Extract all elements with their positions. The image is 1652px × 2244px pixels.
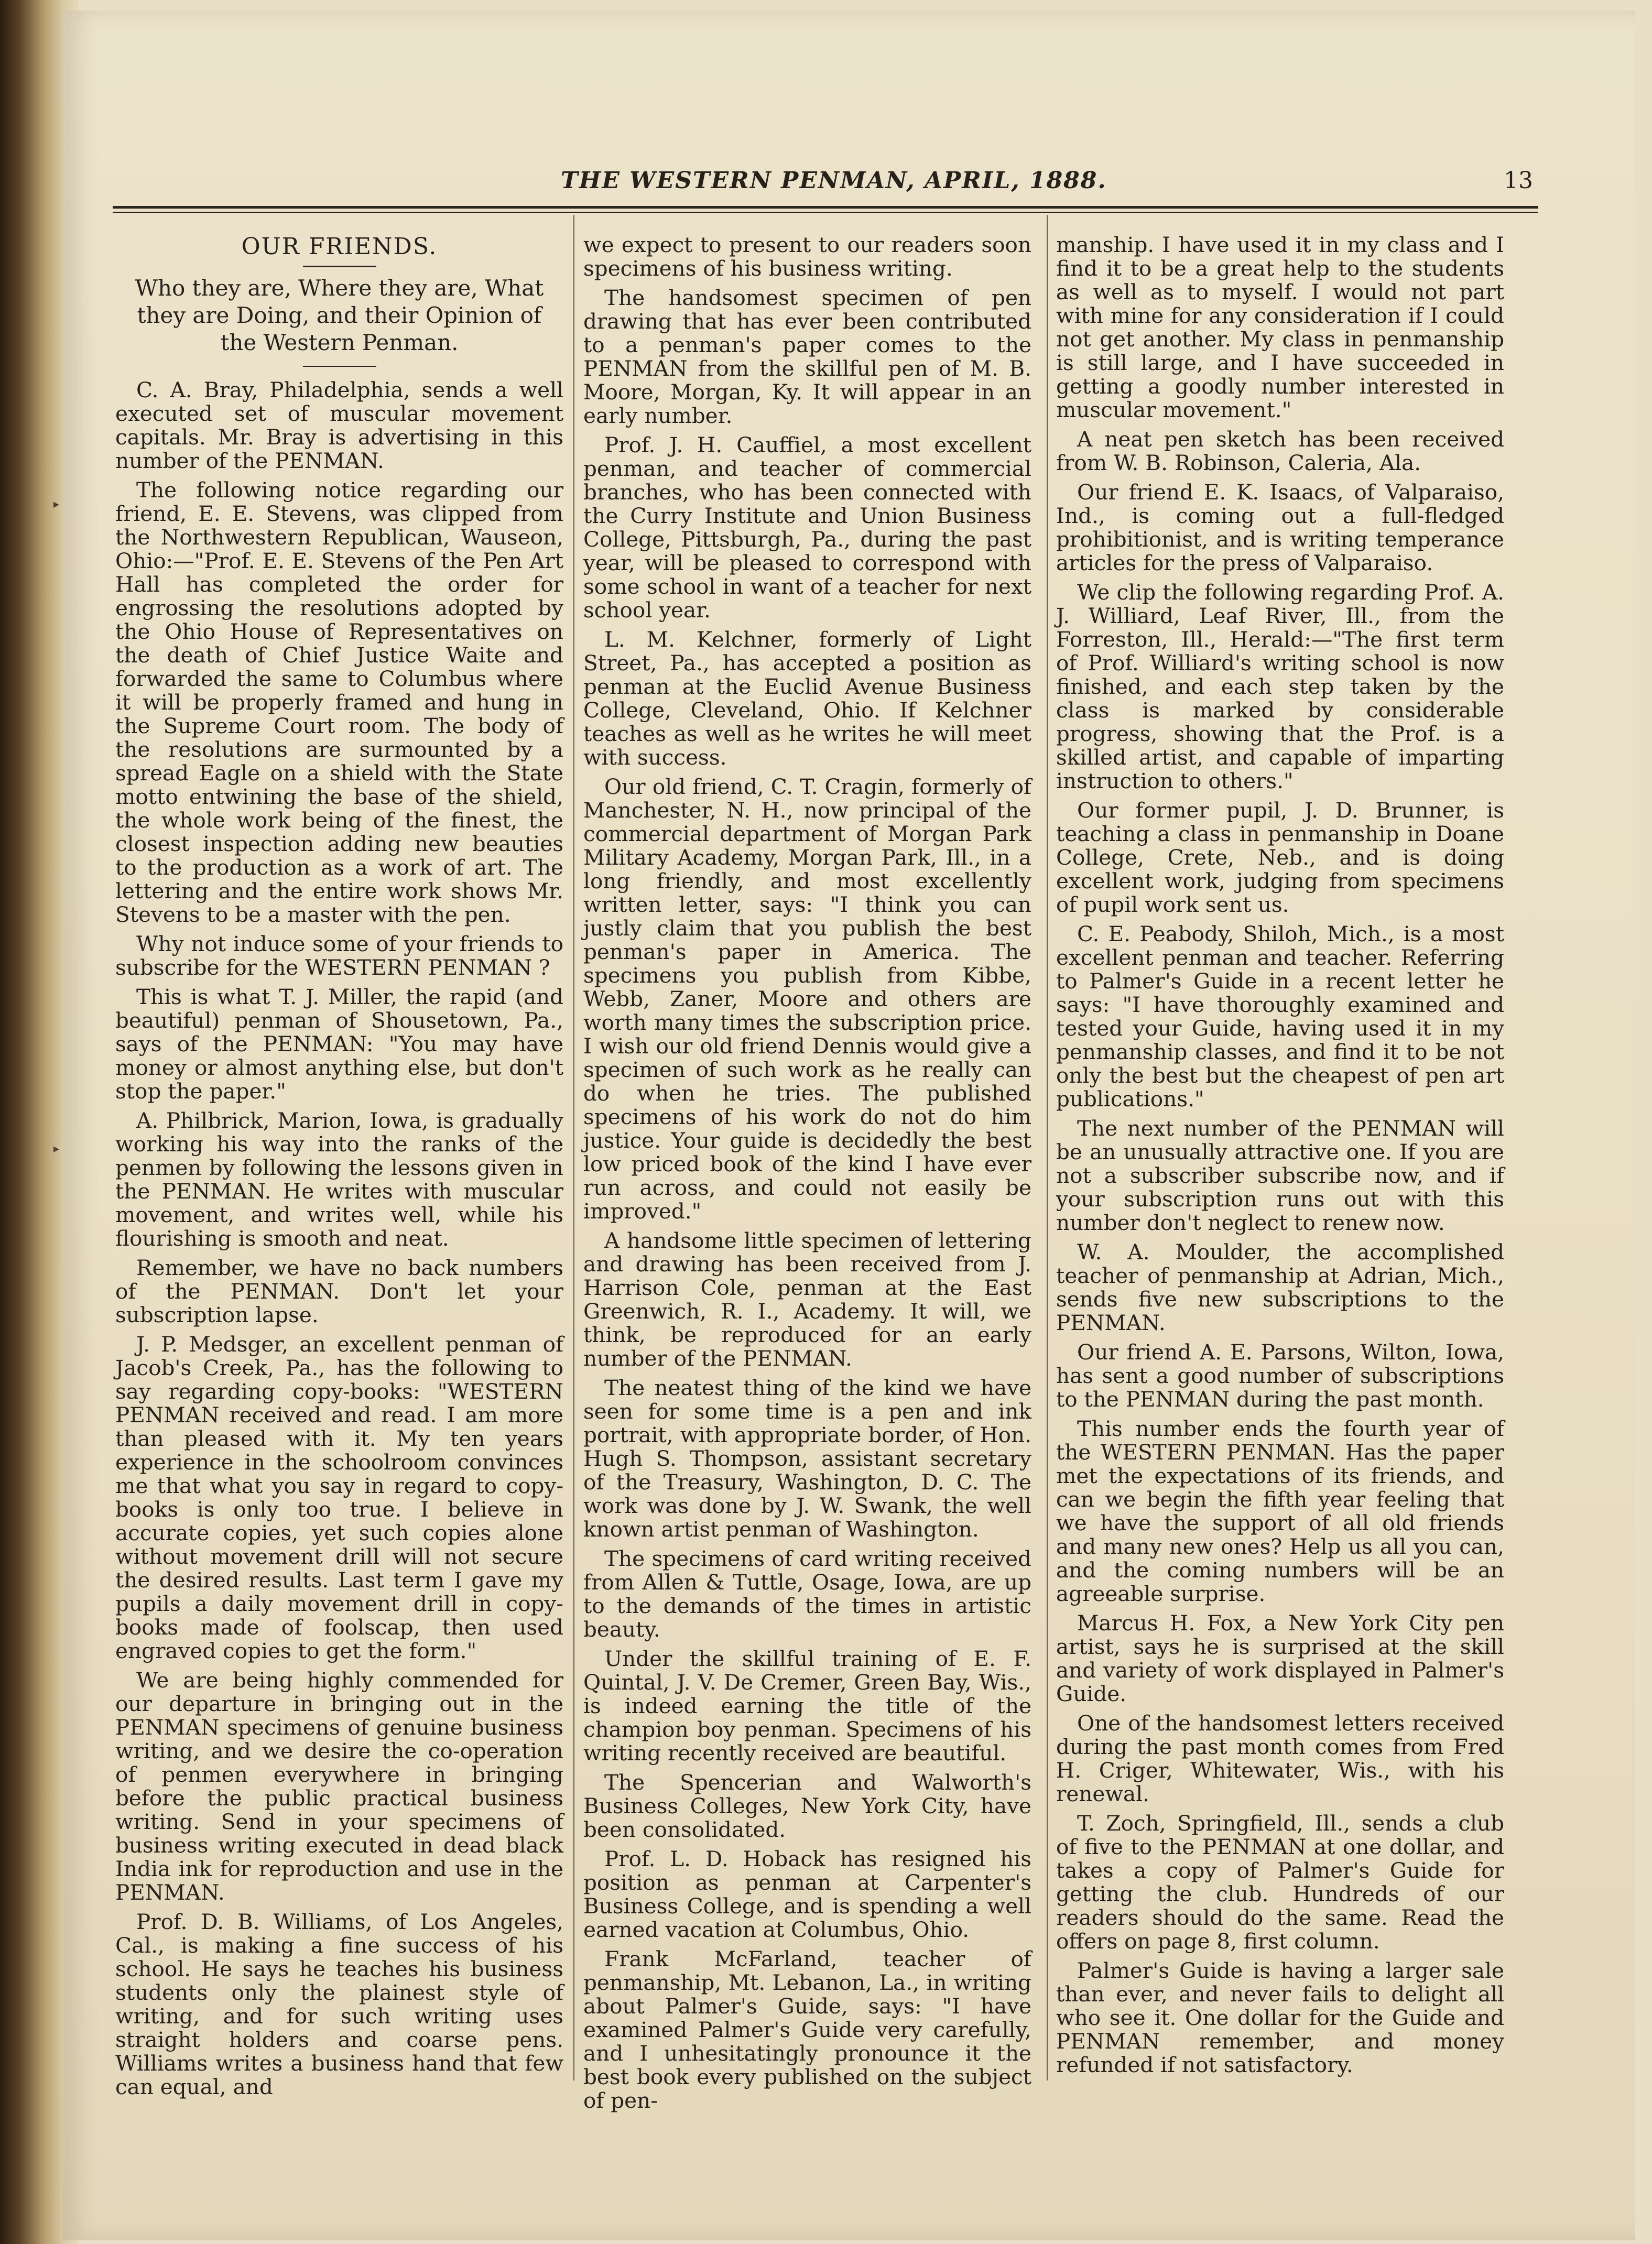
paragraph: The neatest thing of the kind we have seen for some time is a pen and ink portrait, with appropriate border, of Hon. Hugh S. Thompson, assistant secretary of the Treasury, Washington, D. C. The work was done by J. W. Swank, the well known artist penman of Washington.: [583, 1375, 1031, 1542]
paragraph: Prof. D. B. Williams, of Los Angeles, Cal., is making a fine success of his school. He says he teaches his business students only the plainest style of writing, and for such writing uses straight holders and coarse pens. Williams writes a business hand that few can equal, and: [115, 1909, 563, 2099]
paragraph: Palmer's Guide is having a larger sale than ever, and never fails to delight all who see it. One dollar for the Guide and PENMAN remember, and money refunded if not satisfactory.: [1056, 1958, 1504, 2077]
paragraph: We are being highly commended for our departure in bringing out in the PENMAN specimens of genuine business writing, and we desire the co-operation of penmen everywhere in bringing before the public practical business writing. Send in your specimens of business writing executed in dead black India ink for reproduction and use in the PENMAN.: [115, 1668, 563, 1905]
paragraph: Frank McFarland, teacher of penmanship, Mt. Lebanon, La., in writing about Palmer's Guide, says: "I have examined Palmer's Guide very carefully, and I unhesitatingly pronounce it the best book every published on the subject of pen-: [583, 1946, 1031, 2113]
paragraph: This is what T. J. Miller, the rapid (and beautiful) penman of Shousetown, Pa., says of the PENMAN: "You may have money or almost anything else, but don't stop the paper.": [115, 984, 563, 1104]
margin-mark: ▸: [53, 1142, 60, 1156]
margin-mark: ▸: [53, 498, 60, 511]
text-column-1: [115, 233, 563, 2099]
column-paragraphs: [1056, 233, 1504, 2077]
text-column-3: [1056, 233, 1504, 2078]
paragraph: The Spencerian and Walworth's Business Colleges, New York City, have been consolidated.: [583, 1770, 1031, 1842]
paragraph: The handsomest specimen of pen drawing that has ever been contributed to a penman's paper comes to the PENMAN from the skillful pen of M. B. Moore, Morgan, Ky. It will appear in an early number.: [583, 285, 1031, 428]
paragraph: This number ends the fourth year of the WESTERN PENMAN. Has the paper met the expectations of its friends, and can we begin the fifth year feeling that we have the support of all old friends and many new ones? Help us all you can, and the coming numbers will be an agreeable surprise.: [1056, 1416, 1504, 1606]
paragraph: T. Zoch, Springfield, Ill., sends a club of five to the PENMAN at one dollar, and takes a copy of Palmer's Guide for getting the club. Hundreds of our readers should do the same. Read the offers on page 8, first column.: [1056, 1811, 1504, 1954]
column-divider-1: [573, 215, 574, 2080]
header-rule-thin: [113, 212, 1538, 213]
page-number: 13: [1504, 167, 1533, 194]
paragraph: Prof. L. D. Hoback has resigned his position as penman at Carpenter's Business College, and is spending a well earned vacation at Columbus, Ohio.: [583, 1846, 1031, 1942]
paragraph: Remember, we have no back numbers of the PENMAN. Don't let your subscription lapse.: [115, 1255, 563, 1327]
paragraph: L. M. Kelchner, formerly of Light Street, Pa., has accepted a position as penman at the Euclid Avenue Business College, Cleveland, Ohio. If Kelchner teaches as well as he writes he will meet with success.: [583, 627, 1031, 770]
paragraph: We clip the following regarding Prof. A. J. Williard, Leaf River, Ill., from the Forreston, Ill., Herald:—"The first term of Prof. Williard's writing school is now finished, and each step taken by the class is marked by considerable progress, showing that the Prof. is a skilled artist, and capable of imparting instruction to others.": [1056, 580, 1504, 793]
section-divider: [303, 366, 376, 367]
article-subheading: Who they are, Where they are, What they are Doing, and their Opinion of the Western Penman.: [135, 275, 544, 355]
paragraph: C. E. Peabody, Shiloh, Mich., is a most excellent penman and teacher. Referring to Palmer's Guide in a recent letter he says: "I have thoroughly examined and tested your Guide, having used it in my penmanship classes, and find it to be not only the best but the cheapest of pen art publications.": [1056, 921, 1504, 1112]
paragraph: The following notice regarding our friend, E. E. Stevens, was clipped from the Northwestern Republican, Wauseon, Ohio:—"Prof. E. E. Stevens of the Pen Art Hall has completed the order for engrossing the resolutions adopted by the Ohio House of Representatives on the death of Chief Justice Waite and forwarded the same to Columbus where it will be properly framed and hung in the Supreme Court room. The body of the resolutions are surmounted by a spread Eagle on a shield with the State motto entwining the base of the shield, the whole work being of the finest, the closest inspection adding new beauties to the production as a work of art. The lettering and the entire work shows Mr. Stevens to be a master with the pen.: [115, 477, 563, 927]
paragraph: Our friend A. E. Parsons, Wilton, Iowa, has sent a good number of subscriptions to the PENMAN during the past month.: [1056, 1339, 1504, 1412]
paragraph: The specimens of card writing received from Allen & Tuttle, Osage, Iowa, are up to the demands of the times in artistic beauty.: [583, 1546, 1031, 1642]
paragraph: A handsome little specimen of lettering and drawing has been received from J. Harrison Cole, penman at the East Greenwich, R. I., Academy. It will, we think, be reproduced for an early number of the PENMAN.: [583, 1228, 1031, 1371]
paragraph: Our old friend, C. T. Cragin, formerly of Manchester, N. H., now principal of the commercial department of Morgan Park Military Academy, Morgan Park, Ill., in a long friendly, and most excellently written letter, says: "I think you can justly claim that you publish the best penman's paper in America. The specimens you publish from Kibbe, Webb, Zaner, Moore and others are worth many times the subscription price. I wish our old friend Dennis would give a specimen of such work as he really can do when he tries. The published specimens of his work do not do him justice. Your guide is decidedly the best low priced book of the kind I have ever run across, and could not easily be improved.": [583, 774, 1031, 1224]
paragraph: Marcus H. Fox, a New York City pen artist, says he is surprised at the skill and variety of work displayed in Palmer's Guide.: [1056, 1610, 1504, 1706]
paragraph: J. P. Medsger, an excellent penman of Jacob's Creek, Pa., has the following to say regarding copy-books: "WESTERN PENMAN received and read. I am more than pleased with it. My ten years experience in the schoolroom convinces me that what you say in regard to copy-books is only too true. I believe in accurate copies, yet such copies alone without movement drill will not secure the desired results. Last term I gave my pupils a daily movement drill in copy-books made of foolscap, then used engraved copies to get the form.": [115, 1332, 563, 1663]
paragraph: Why not induce some of your friends to subscribe for the WESTERN PENMAN ?: [115, 931, 563, 980]
header-rule-thick: [113, 206, 1538, 209]
paragraph: manship. I have used it in my class and I find it to be a great help to the students as well as to myself. I would not part with mine for any consideration if I could not get another. My class in penmanship is still large, and I have succeeded in getting a goodly number interested in muscular movement.": [1056, 232, 1504, 422]
paragraph: Prof. J. H. Cauffiel, a most excellent penman, and teacher of commercial branches, who has been connected with the Curry Institute and Union Business College, Pittsburgh, Pa., during the past year, will be pleased to correspond with some school in want of a teacher for next school year.: [583, 432, 1031, 623]
paragraph: C. A. Bray, Philadelphia, sends a well executed set of muscular movement capitals. Mr. Bray is advertising in this number of the PENMAN.: [115, 377, 563, 473]
paragraph: A. Philbrick, Marion, Iowa, is gradually working his way into the ranks of the penmen by following the lessons given in the PENMAN. He writes with muscular movement, and writes well, while his flourishing is smooth and neat.: [115, 1108, 563, 1251]
paragraph: Our former pupil, J. D. Brunner, is teaching a class in penmanship in Doane College, Crete, Neb., and is doing excellent work, judging from specimens of pupil work sent us.: [1056, 798, 1504, 917]
paragraph: The next number of the PENMAN will be an unusually attractive one. If you are not a subscriber subscribe now, and if your subscription runs out with this number don't neglect to renew now.: [1056, 1116, 1504, 1235]
paragraph: One of the handsomest letters received during the past month comes from Fred H. Criger, Whitewater, Wis., with his renewal.: [1056, 1711, 1504, 1806]
paragraph: Under the skillful training of E. F. Quintal, J. V. De Cremer, Green Bay, Wis., is indeed earning the title of the champion boy penman. Specimens of his writing recently received are beautiful.: [583, 1646, 1031, 1766]
paragraph: Our friend E. K. Isaacs, of Valparaiso, Ind., is coming out a full-fledged prohibitionist, and is writing temperance articles for the press of Valparaiso.: [1056, 480, 1504, 575]
article-heading: OUR FRIENDS.: [241, 233, 438, 260]
running-title: THE WESTERN PENMAN, APRIL, 1888.: [561, 167, 1107, 194]
column-divider-2: [1047, 215, 1048, 2080]
column-paragraphs: [583, 233, 1031, 2112]
heading-underline: [303, 266, 376, 267]
paragraph: W. A. Moulder, the accomplished teacher of penmanship at Adrian, Mich., sends five new subscriptions to the PENMAN.: [1056, 1239, 1504, 1335]
page-header: [113, 165, 1538, 197]
paragraph: we expect to present to our readers soon specimens of his business writing.: [583, 232, 1031, 281]
text-column-2: [583, 232, 1031, 2113]
paragraph: A neat pen sketch has been received from W. B. Robinson, Caleria, Ala.: [1056, 427, 1504, 475]
column-paragraphs: [115, 378, 563, 2099]
